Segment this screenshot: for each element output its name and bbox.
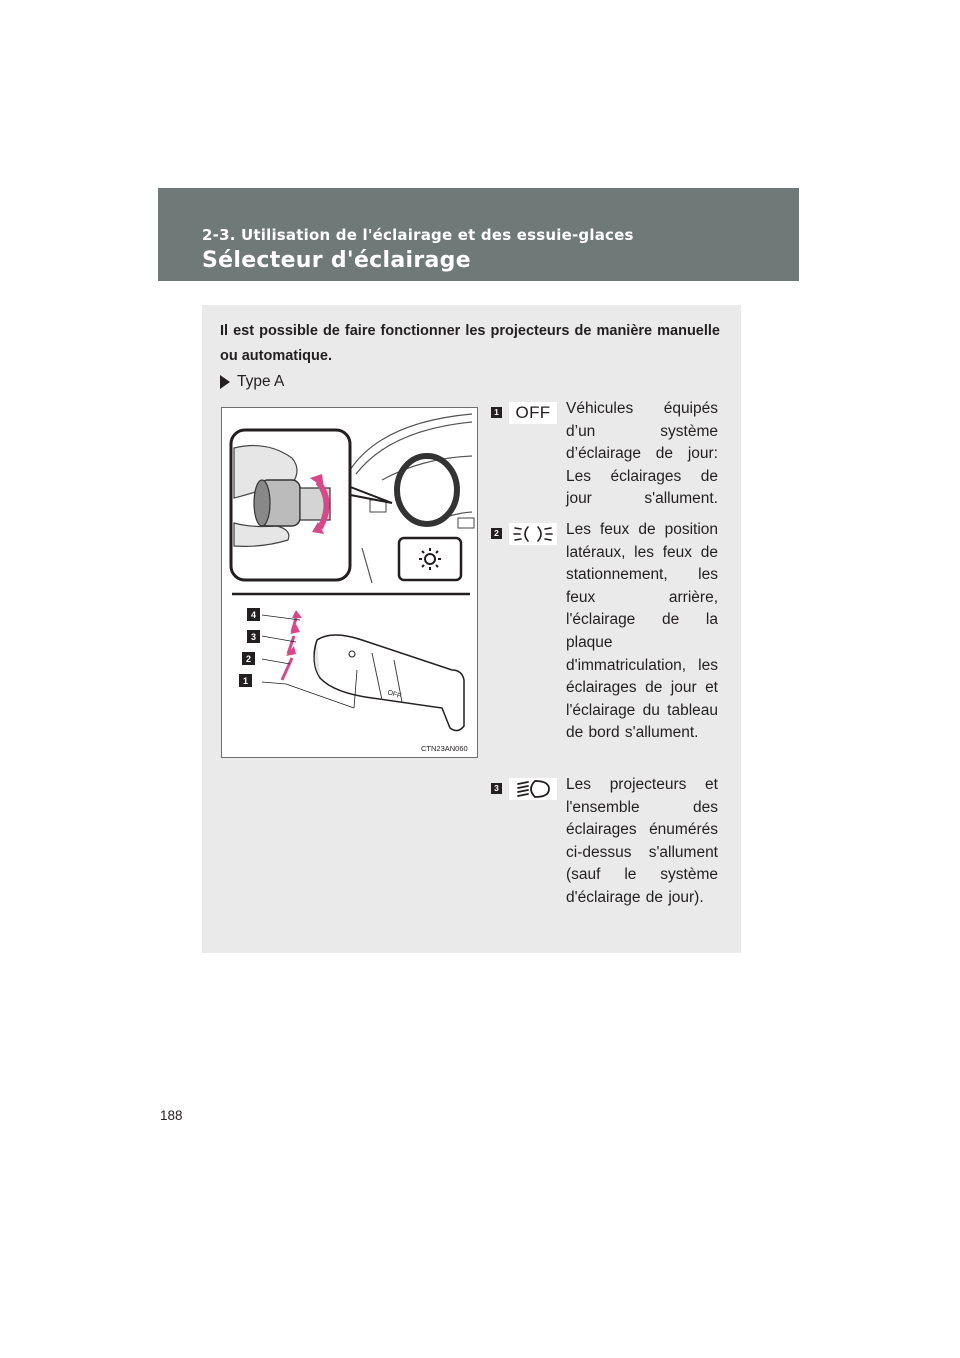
section-title: 2-3. Utilisation de l'éclairage et des essuie-glaces <box>202 226 634 244</box>
callout-3: 3 <box>250 632 257 642</box>
lever-off-label: OFF <box>386 689 402 701</box>
off-icon <box>509 402 557 424</box>
item-description: Les projecteurs et l'ensemble des éclairages énumérés ci-dessus s'allument (sauf le système d'éclairage de jour). <box>566 776 718 906</box>
light-symbol-box <box>399 538 461 580</box>
item-number: 2 <box>491 528 502 539</box>
page-header <box>158 188 799 281</box>
item-number: 3 <box>491 783 502 794</box>
illustration-svg <box>222 408 477 757</box>
parking-lights-icon <box>509 523 557 545</box>
off-symbol: OFF <box>515 403 551 422</box>
item-description: Les feux de position latéraux, les feux de stationnement, les feux arrière, l'éclairage de la plaque d'immatriculation, les éclairages de jour et l'éclairage du tableau de bord s'allument. <box>566 521 718 742</box>
page-number: 188 <box>160 1108 183 1123</box>
content-panel <box>202 305 741 953</box>
type-label: Type A <box>237 373 285 390</box>
callout-2: 2 <box>245 654 252 664</box>
type-heading <box>220 373 284 391</box>
callout-4: 4 <box>250 610 257 620</box>
figure-callouts <box>239 608 260 687</box>
triangle-bullet-icon <box>220 375 230 389</box>
headlight-icon <box>509 778 557 800</box>
intro-text: Il est possible de faire fonctionner les projecteurs de manière manuelle ou automatique. <box>220 323 720 364</box>
item-number: 1 <box>491 407 502 418</box>
switch-illustration <box>221 407 478 758</box>
callout-1: 1 <box>242 676 249 686</box>
page-title: Sélecteur d'éclairage <box>202 248 471 273</box>
steering-wheel <box>397 456 457 524</box>
item-description: Véhicules équipés d’un système d’éclairage de jour: Les éclairages de jour s'allument. <box>566 400 718 508</box>
lever <box>314 635 464 731</box>
figure-code: CTN23AN060 <box>421 744 468 753</box>
